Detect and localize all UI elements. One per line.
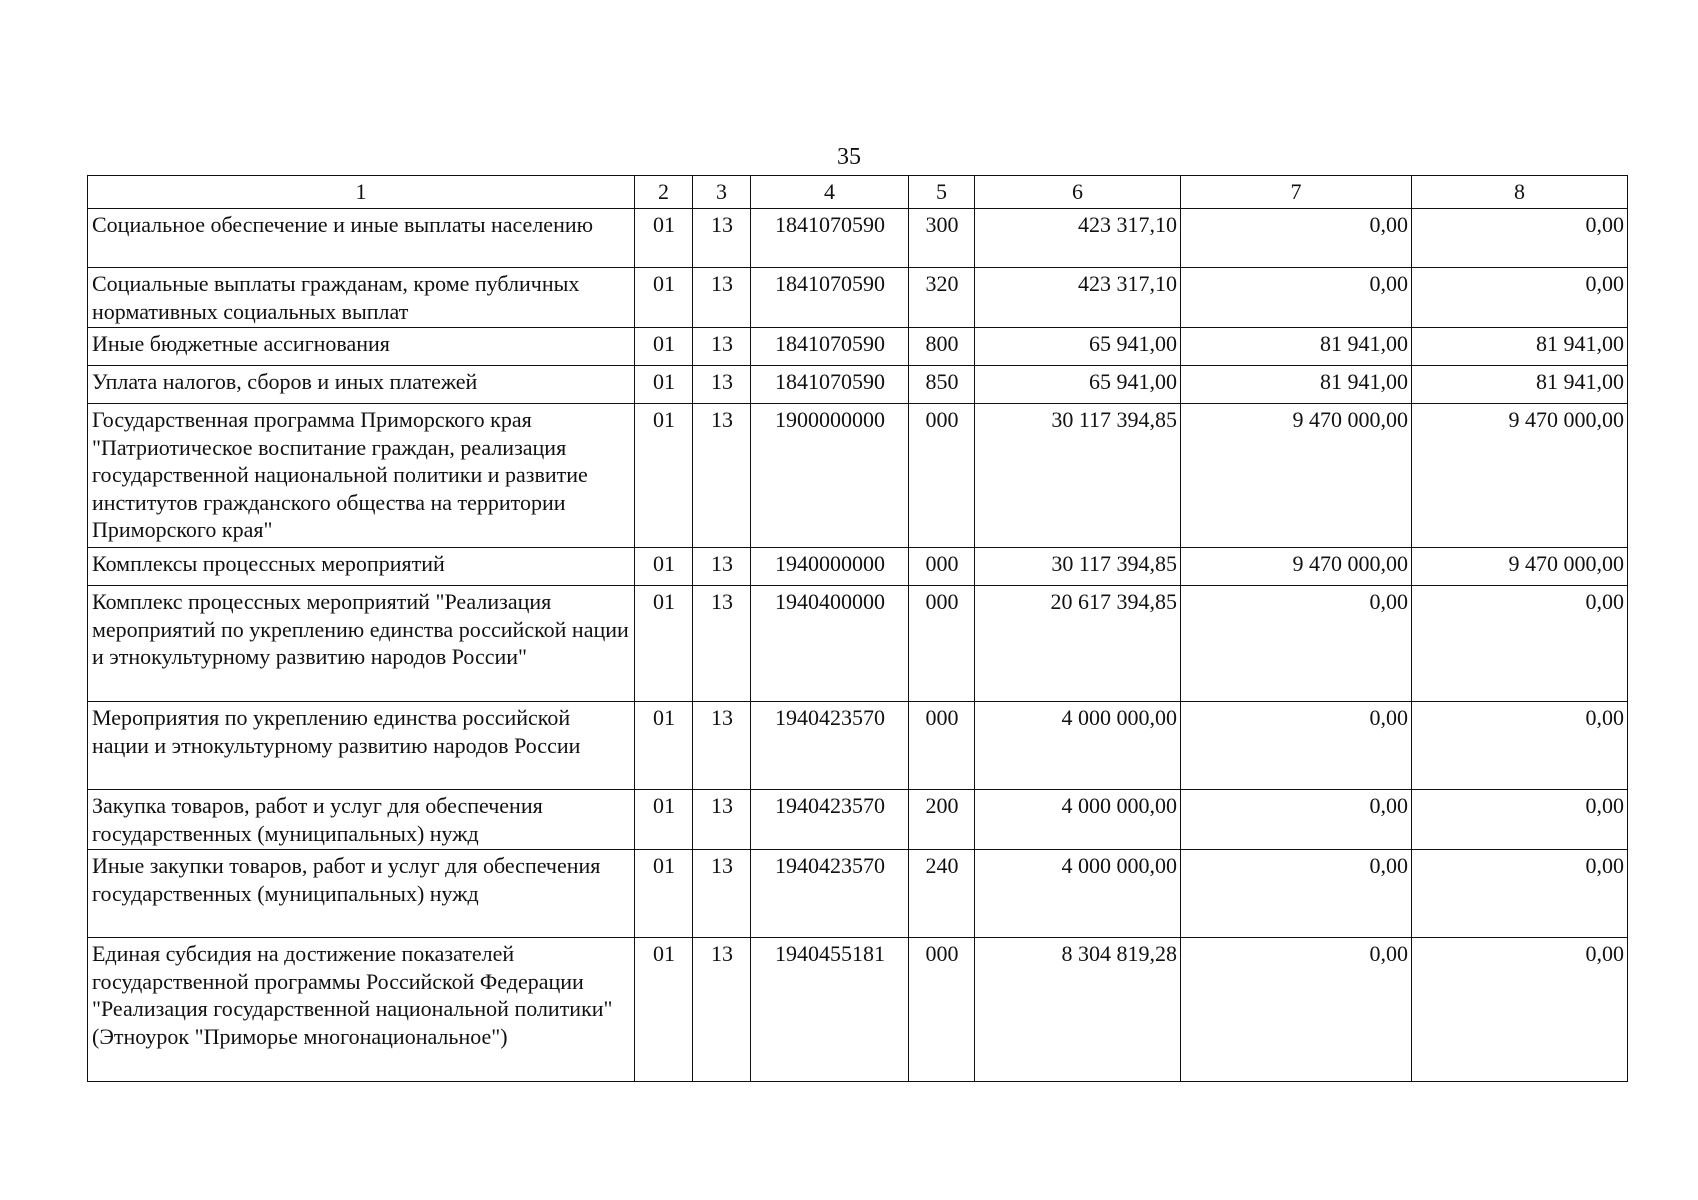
column-header: 7 — [1181, 176, 1412, 209]
row-name: Закупка товаров, работ и услуг для обеспечения государственных (муниципальных) нужд — [88, 790, 635, 850]
column-header: 4 — [751, 176, 909, 209]
header-row — [88, 176, 1628, 209]
row-name: Комплекс процессных мероприятий "Реализация мероприятий по укреплению единства российской нации и этнокультурному развитию народов России" — [88, 586, 635, 702]
amount-col-7: 0,00 — [1181, 938, 1412, 1082]
column-header: 8 — [1412, 176, 1628, 209]
subsection-code: 13 — [693, 790, 751, 850]
target-article-code: 1940000000 — [751, 548, 909, 586]
section-code: 01 — [635, 850, 693, 938]
amount-col-6: 65 941,00 — [975, 366, 1181, 404]
amount-col-8: 9 470 000,00 — [1412, 404, 1628, 548]
table-row — [88, 548, 1628, 586]
section-code: 01 — [635, 790, 693, 850]
row-name: Уплата налогов, сборов и иных платежей — [88, 366, 635, 404]
target-article-code: 1940423570 — [751, 702, 909, 790]
target-article-code: 1940400000 — [751, 586, 909, 702]
page-number: 35 — [837, 144, 861, 170]
amount-col-8: 81 941,00 — [1412, 328, 1628, 366]
subsection-code: 13 — [693, 850, 751, 938]
amount-col-6: 4 000 000,00 — [975, 850, 1181, 938]
amount-col-6: 30 117 394,85 — [975, 548, 1181, 586]
amount-col-6: 20 617 394,85 — [975, 586, 1181, 702]
expense-type-code: 200 — [909, 790, 975, 850]
section-code: 01 — [635, 268, 693, 328]
table-row — [88, 702, 1628, 790]
amount-col-6: 4 000 000,00 — [975, 790, 1181, 850]
section-code: 01 — [635, 938, 693, 1082]
amount-col-7: 81 941,00 — [1181, 328, 1412, 366]
column-header: 1 — [88, 176, 635, 209]
expense-type-code: 800 — [909, 328, 975, 366]
table-row — [88, 366, 1628, 404]
column-header: 3 — [693, 176, 751, 209]
amount-col-7: 81 941,00 — [1181, 366, 1412, 404]
target-article-code: 1900000000 — [751, 404, 909, 548]
amount-col-7: 0,00 — [1181, 850, 1412, 938]
table-row — [88, 790, 1628, 850]
target-article-code: 1841070590 — [751, 328, 909, 366]
section-code: 01 — [635, 366, 693, 404]
section-code: 01 — [635, 328, 693, 366]
amount-col-7: 0,00 — [1181, 790, 1412, 850]
section-code: 01 — [635, 548, 693, 586]
section-code: 01 — [635, 404, 693, 548]
subsection-code: 13 — [693, 328, 751, 366]
expense-type-code: 000 — [909, 404, 975, 548]
table-row — [88, 209, 1628, 268]
table-row — [88, 404, 1628, 548]
row-name: Социальное обеспечение и иные выплаты населению — [88, 209, 635, 268]
target-article-code: 1940423570 — [751, 850, 909, 938]
column-header: 6 — [975, 176, 1181, 209]
subsection-code: 13 — [693, 209, 751, 268]
amount-col-8: 0,00 — [1412, 790, 1628, 850]
row-name: Иные бюджетные ассигнования — [88, 328, 635, 366]
section-code: 01 — [635, 702, 693, 790]
amount-col-6: 30 117 394,85 — [975, 404, 1181, 548]
amount-col-7: 9 470 000,00 — [1181, 548, 1412, 586]
amount-col-8: 0,00 — [1412, 702, 1628, 790]
row-name: Иные закупки товаров, работ и услуг для обеспечения государственных (муниципальных) нужд — [88, 850, 635, 938]
target-article-code: 1841070590 — [751, 209, 909, 268]
subsection-code: 13 — [693, 366, 751, 404]
target-article-code: 1841070590 — [751, 268, 909, 328]
row-name: Комплексы процессных мероприятий — [88, 548, 635, 586]
amount-col-6: 8 304 819,28 — [975, 938, 1181, 1082]
subsection-code: 13 — [693, 404, 751, 548]
target-article-code: 1841070590 — [751, 366, 909, 404]
subsection-code: 13 — [693, 548, 751, 586]
row-name: Социальные выплаты гражданам, кроме публичных нормативных социальных выплат — [88, 268, 635, 328]
column-header: 2 — [635, 176, 693, 209]
section-code: 01 — [635, 586, 693, 702]
expense-type-code: 000 — [909, 702, 975, 790]
amount-col-7: 0,00 — [1181, 268, 1412, 328]
budget-table — [87, 175, 1628, 1082]
amount-col-8: 0,00 — [1412, 938, 1628, 1082]
subsection-code: 13 — [693, 586, 751, 702]
column-header: 5 — [909, 176, 975, 209]
expense-type-code: 240 — [909, 850, 975, 938]
expense-type-code: 000 — [909, 548, 975, 586]
amount-col-6: 423 317,10 — [975, 209, 1181, 268]
row-name: Единая субсидия на достижение показателей государственной программы Российской Федерации "Реализация государственной национальной политики" (Этноурок "Приморье многонациональное") — [88, 938, 635, 1082]
amount-col-7: 0,00 — [1181, 209, 1412, 268]
table-row — [88, 328, 1628, 366]
table-row — [88, 586, 1628, 702]
row-name: Мероприятия по укреплению единства российской нации и этнокультурному развитию народов России — [88, 702, 635, 790]
table-row — [88, 850, 1628, 938]
section-code: 01 — [635, 209, 693, 268]
expense-type-code: 850 — [909, 366, 975, 404]
amount-col-6: 423 317,10 — [975, 268, 1181, 328]
amount-col-8: 81 941,00 — [1412, 366, 1628, 404]
table-row — [88, 268, 1628, 328]
table-row — [88, 938, 1628, 1082]
subsection-code: 13 — [693, 702, 751, 790]
target-article-code: 1940423570 — [751, 790, 909, 850]
amount-col-6: 65 941,00 — [975, 328, 1181, 366]
amount-col-7: 0,00 — [1181, 702, 1412, 790]
amount-col-8: 0,00 — [1412, 850, 1628, 938]
subsection-code: 13 — [693, 938, 751, 1082]
expense-type-code: 320 — [909, 268, 975, 328]
amount-col-8: 0,00 — [1412, 586, 1628, 702]
expense-type-code: 000 — [909, 938, 975, 1082]
amount-col-8: 0,00 — [1412, 268, 1628, 328]
expense-type-code: 300 — [909, 209, 975, 268]
expense-type-code: 000 — [909, 586, 975, 702]
amount-col-7: 9 470 000,00 — [1181, 404, 1412, 548]
row-name: Государственная программа Приморского края "Патриотическое воспитание граждан, реализация государственной национальной политики и развитие институтов гражданского общества на территории Приморского края" — [88, 404, 635, 548]
target-article-code: 1940455181 — [751, 938, 909, 1082]
amount-col-6: 4 000 000,00 — [975, 702, 1181, 790]
subsection-code: 13 — [693, 268, 751, 328]
amount-col-8: 9 470 000,00 — [1412, 548, 1628, 586]
amount-col-8: 0,00 — [1412, 209, 1628, 268]
amount-col-7: 0,00 — [1181, 586, 1412, 702]
